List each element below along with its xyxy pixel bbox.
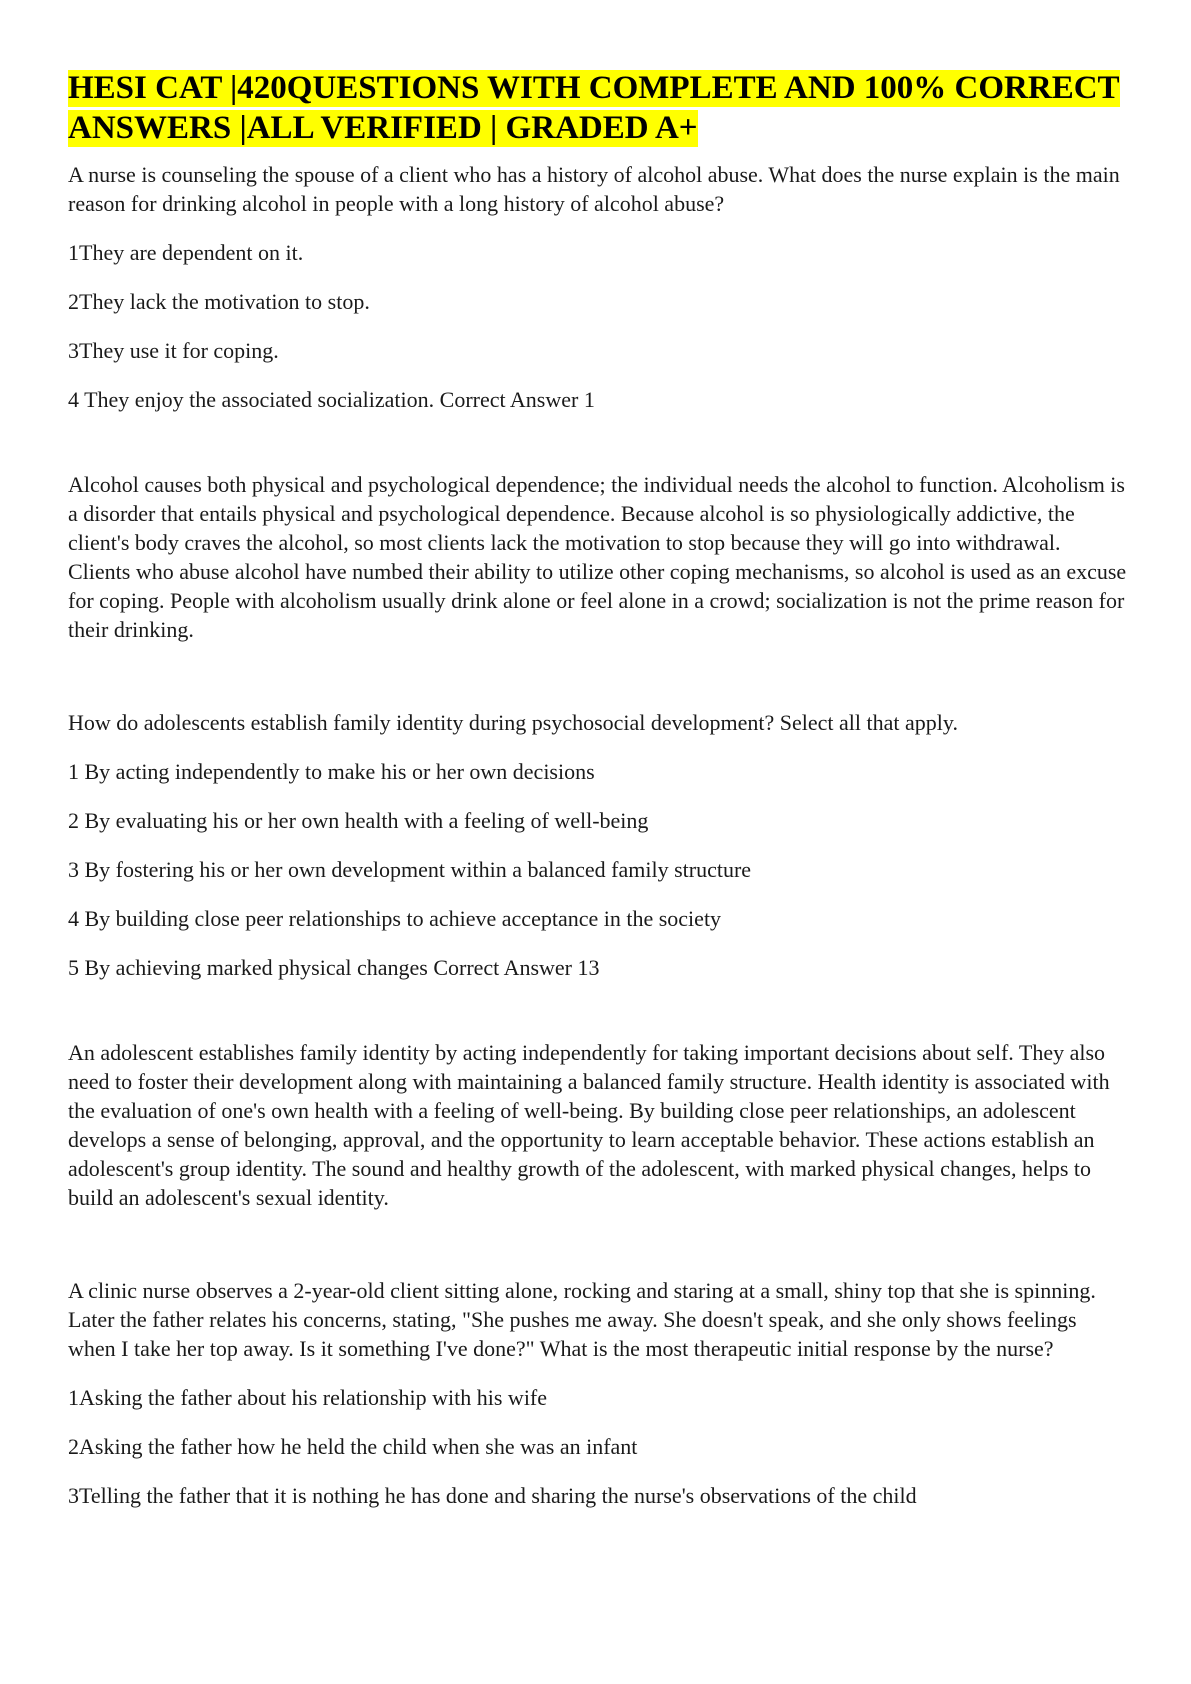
question-block-2 [68,708,1128,1276]
answer-option: 2Asking the father how he held the child when she was an infant [68,1434,638,1459]
answer-option: 4 By building close peer relationships to achieve acceptance in the society [68,906,722,931]
question-text: A clinic nurse observes a 2-year-old client sitting alone, rocking and staring at a small, shiny top that she is spinning. Later the father relates his concerns, stating, "She pushes me away. She doesn't speak, and she only shows feelings when I take her top away. Is it something I've done?" What is the most therapeutic initial response by the nurse? [68,1278,1096,1361]
answer-option: 1 By acting independently to make his or her own decisions [68,759,595,784]
spacer [68,644,1128,708]
answer-option: 1Asking the father about his relationship with his wife [68,1385,548,1410]
question-text: How do adolescents establish family identity during psychosocial development? Select all that apply. [68,710,958,735]
answer-option: 5 By achieving marked physical changes Correct Answer 13 [68,955,600,980]
answer-option: 3Telling the father that it is nothing he has done and sharing the nurse's observations of the child [68,1483,917,1508]
question-text: A nurse is counseling the spouse of a client who has a history of alcohol abuse. What does the nurse explain is the main reason for drinking alcohol in people with a long history of alcohol abuse? [68,162,1120,216]
answer-option: 1They are dependent on it. [68,240,304,265]
answer-option: 3 By fostering his or her own development within a balanced family structure [68,857,752,882]
question-block-1 [68,160,1128,708]
spacer [68,1212,1128,1276]
rationale-text: Alcohol causes both physical and psychological dependence; the individual needs the alcohol to function. Alcoholism is a disorder that entails physical and psychological dependence. Because alcohol is so physiologically addictive, the client's body craves the alcohol, so most clients lack the motivation to stop because they will go into withdrawal. Clients who abuse alcohol have numbed their ability to utilize other coping mechanisms, so alcohol is used as an excuse for coping. People with alcoholism usually drink alone or feel alone in a crowd; socialization is not the prime reason for their drinking. [68,472,1127,642]
answer-option: 2 By evaluating his or her own health with a feeling of well-being [68,808,649,833]
document-page [68,68,1128,1510]
answer-option: 4 They enjoy the associated socialization. Correct Answer 1 [68,387,595,412]
document-title [68,68,1128,148]
rationale-text: An adolescent establishes family identity by acting independently for taking important decisions about self. They also need to foster their development along with maintaining a balanced family structure. Health identity is associated with the evaluation of one's own health with a feeling of well-being. By building close peer relationships, an adolescent develops a sense of belonging, approval, and the opportunity to learn acceptable behavior. These actions establish an adolescent's group identity. The sound and healthy growth of the adolescent, with marked physical changes, helps to build an adolescent's sexual identity. [68,1040,1110,1210]
title-highlight: HESI CAT |420QUESTIONS WITH COMPLETE AND 100% CORRECT ANSWERS |ALL VERIFIED | GRADED A+ [68,70,1120,146]
answer-option: 2They lack the motivation to stop. [68,289,370,314]
spacer [68,982,1128,1038]
answer-option: 3They use it for coping. [68,338,279,363]
spacer [68,414,1128,470]
question-block-3 [68,1276,1128,1510]
